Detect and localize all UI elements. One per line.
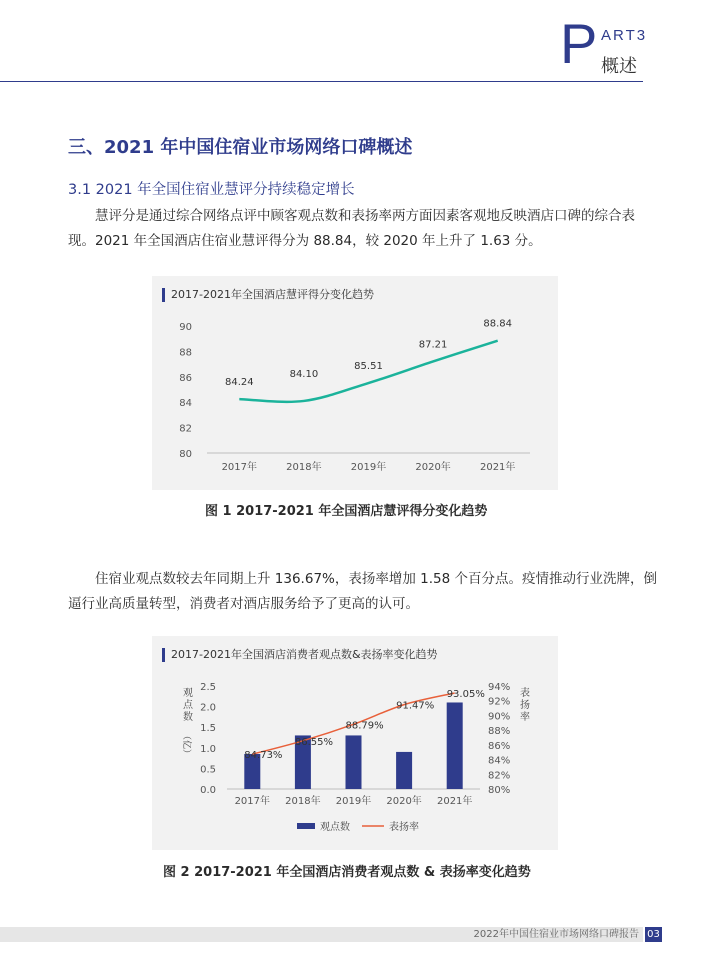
footer-report-title: 2022年中国住宿业市场网络口碑报告	[473, 929, 639, 940]
x-tick-label: 2021年	[479, 462, 516, 473]
right-y-tick-label: 88%	[488, 726, 511, 738]
left-axis-label: 点	[183, 700, 193, 711]
right-y-tick-label: 94%	[488, 682, 511, 693]
left-y-tick-label: 0.5	[200, 764, 216, 776]
x-tick-label: 2020年	[415, 462, 451, 473]
left-y-tick-label: 2.5	[200, 682, 216, 693]
chart-reviews-praise	[152, 636, 558, 850]
right-axis-label: 扬	[520, 700, 530, 711]
chart-title: 2017-2021年全国酒店消费者观点数&表扬率变化趋势	[162, 648, 438, 662]
y-tick-label: 90	[179, 322, 192, 333]
sub-heading: 3.1 2021 年全国住宿业慧评分持续稳定增长	[68, 182, 355, 198]
chart-score-trend	[152, 276, 558, 490]
left-axis-label: 数	[183, 712, 193, 723]
header-divider	[0, 81, 643, 82]
right-y-tick-label: 92%	[488, 696, 511, 708]
data-label: 84.10	[289, 368, 319, 380]
x-tick-label: 2021年	[436, 796, 473, 807]
page-heading: 三、2021 年中国住宿业市场网络口碑概述	[68, 137, 413, 158]
chart-score-svg	[152, 276, 558, 490]
left-y-tick-label: 2.0	[200, 702, 216, 714]
x-tick-label: 2019年	[335, 796, 372, 807]
x-tick-label: 2018年	[285, 796, 321, 807]
data-label: 88.79%	[345, 720, 384, 732]
data-label: 84.24	[224, 377, 254, 389]
paragraph-1: 慧评分是通过综合网络点评中顾客观点数和表扬率两方面因素客观地反映酒店口碑的综合表现。2021 年全国酒店住宿业慧评得分为 88.84，较 2020 年上升了 1.63 分。	[68, 208, 635, 249]
data-label: 87.21	[418, 339, 448, 351]
data-label: 85.51	[354, 361, 383, 373]
bar-review-count	[346, 735, 362, 789]
chart-title: 2017-2021年全国酒店慧评得分变化趋势	[162, 288, 374, 302]
y-tick-label: 82	[179, 423, 192, 435]
x-tick-label: 2019年	[350, 462, 387, 473]
x-tick-label: 2017年	[234, 796, 271, 807]
left-y-tick-label: 1.5	[200, 723, 216, 735]
data-label: 91.47%	[396, 700, 435, 712]
left-y-tick-label: 1.0	[200, 743, 216, 755]
figure-2-caption: 图 2 2017-2021 年全国酒店消费者观点数 & 表扬率变化趋势	[163, 865, 531, 880]
right-axis-label: 率	[520, 712, 530, 723]
right-y-tick-label: 82%	[488, 770, 511, 782]
left-y-tick-label: 0.0	[200, 785, 216, 796]
data-label: 86.55%	[294, 736, 334, 748]
legend-swatch-bars	[297, 823, 315, 829]
y-tick-label: 84	[179, 398, 192, 410]
legend-label: 观点数	[320, 822, 350, 833]
left-axis-unit: （亿）	[181, 731, 191, 759]
figure-1-caption: 图 1 2017-2021 年全国酒店慧评得分变化趋势	[205, 504, 488, 519]
legend-label: 表扬率	[389, 822, 419, 833]
bar-review-count	[396, 752, 412, 789]
y-tick-label: 80	[179, 449, 192, 460]
x-tick-label: 2020年	[386, 796, 422, 807]
paragraph-2: 住宿业观点数较去年同期上升 136.67%，表扬率增加 1.58 个百分点。疫情推动行业洗牌，倒逼行业高质量转型，消费者对酒店服务给予了更高的认可。	[68, 571, 657, 612]
right-y-tick-label: 84%	[488, 755, 511, 767]
left-axis-label: 观	[183, 688, 193, 699]
x-tick-label: 2018年	[286, 462, 322, 473]
bar-review-count	[447, 702, 463, 789]
section-title: 概述	[601, 56, 637, 77]
right-y-tick-label: 86%	[488, 740, 511, 752]
right-axis-label: 表	[520, 688, 530, 699]
part-letter: P	[560, 12, 598, 75]
right-y-tick-label: 80%	[488, 785, 511, 796]
data-label: 84.73%	[244, 750, 283, 762]
data-label: 88.84	[483, 318, 513, 330]
y-tick-label: 86	[179, 372, 192, 384]
page-number: 03	[645, 927, 662, 942]
x-tick-label: 2017年	[221, 462, 258, 473]
chart-reviews-svg	[152, 636, 558, 850]
part-number: ART3	[601, 27, 648, 44]
data-label: 93.05%	[446, 688, 485, 700]
right-y-tick-label: 90%	[488, 711, 511, 723]
y-tick-label: 88	[179, 347, 192, 359]
